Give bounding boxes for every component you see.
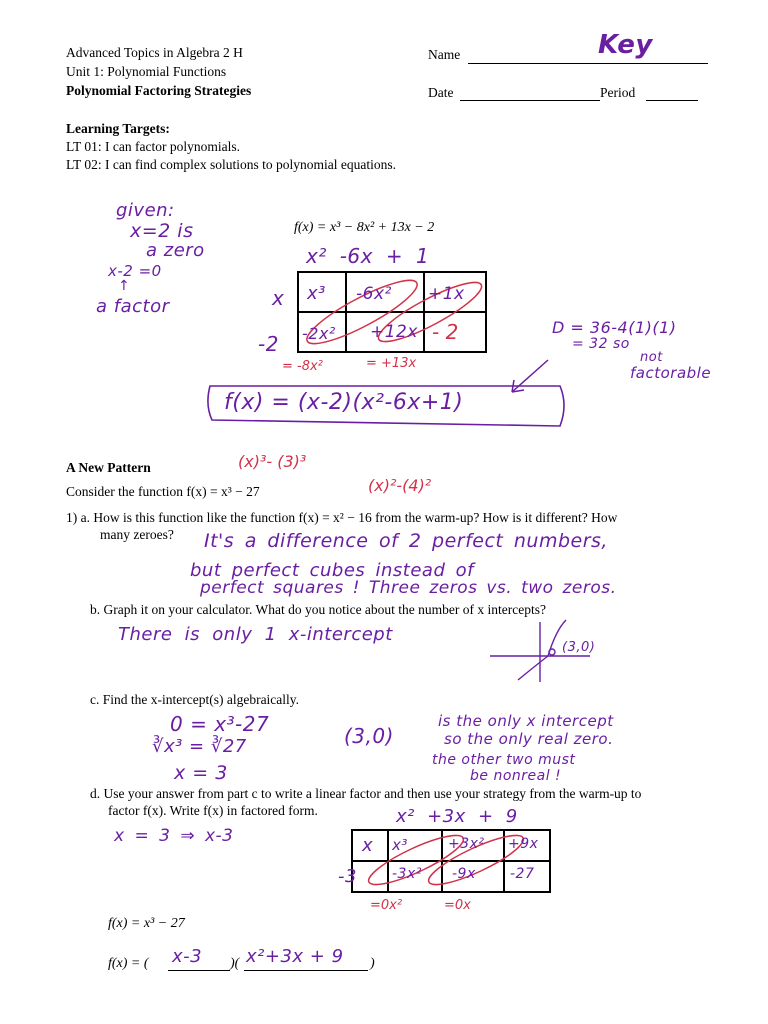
box1-left-bottom: -2 [258,332,279,356]
final-factor1: x-3 [172,946,203,967]
answer-1d: x = 3 ⇒ x-3 [114,826,234,846]
box2-left-bottom: -3 [338,866,357,887]
box1-sum-x: = +13x [366,356,417,371]
box2-cell-2: +3x² [448,836,485,852]
box1-cell-3: +1x [428,284,465,304]
date-label: Date [428,85,454,100]
discriminant-line4: factorable [630,364,712,382]
box1-top-terms: x² -6x + 1 [306,244,430,268]
final-form-close: ) [370,956,375,971]
note-factor: x-2 =0 [108,262,162,280]
name-value: Key [598,30,653,60]
graph-point-label: (3,0) [562,640,596,655]
answer-1c-line3: x = 3 [174,762,228,784]
question-1d: d. Use your answer from part c to write a linear factor and then use your strategy from the warm-up to [90,786,642,801]
answer-1c-note1: is the only x intercept [438,712,614,730]
answer-1c-point: (3,0) [344,724,394,748]
box1-cell-6: - 2 [432,320,459,344]
box2-cell-5: -9x [452,866,476,882]
box2-cell-1: x³ [392,836,408,854]
box2-cell-4: -3x² [392,866,422,882]
discriminant-line2: = 32 so [572,336,630,352]
name-label: Name [428,47,461,62]
box1-cell-5: +12x [370,322,418,342]
answer-1c-note3: the other two must [432,752,576,768]
box2-left-top: x [362,835,374,856]
question-1d-cont: factor f(x). Write f(x) in factored form. [108,803,318,818]
hand-squares: (x)²-(4)² [368,476,432,495]
answer-1a-line2: but perfect cubes instead of [190,560,474,581]
box1-cell-1: x³ [307,283,326,304]
note-arrow: ↑ [118,278,131,294]
question-1a: 1) a. How is this function like the function f(x) = x² − 16 from the warm-up? How is it different? How [66,510,618,525]
answer-1c-line2: ∛x³ = ∛27 [152,736,247,757]
final-function: f(x) = x³ − 27 [108,916,185,931]
unit-name: Unit 1: Polynomial Functions [66,64,227,79]
box2-top-terms: x² +3x + 9 [396,806,518,827]
answer-1c-line1: 0 = x³-27 [170,712,270,736]
pattern-heading: A New Pattern [66,460,151,475]
box1-cell-4: -2x² [302,324,336,343]
note-given: given: [116,200,175,221]
answer-1c-note4: be nonreal ! [470,768,562,784]
box1-sum-x2: = -8x² [282,359,323,374]
discriminant-line3: not [640,350,663,365]
answer-1a-line3: perfect squares ! Three zeros vs. two zeros. [200,578,617,598]
box2-sum-x: =0x [444,898,471,913]
box2-cell-6: -27 [510,866,535,882]
hand-cubes: (x)³- (3)³ [238,452,307,471]
target-lt02: LT 02: I can find complex solutions to polynomial equations. [66,157,396,172]
box1-left-top: x [272,286,285,310]
final-form-mid: )( [230,956,240,971]
box2-cell-3: +9x [508,836,539,852]
question-1c: c. Find the x-intercept(s) algebraically. [90,692,300,707]
factored-result: f(x) = (x-2)(x²-6x+1) [224,390,464,415]
final-form-open: f(x) = ( [108,956,149,971]
question-1a-cont: many zeroes? [100,527,174,542]
course-name: Advanced Topics in Algebra 2 H [66,45,243,60]
period-label: Period [600,85,636,100]
page-title: Polynomial Factoring Strategies [66,83,252,98]
note-zero: x=2 is [130,220,194,242]
target-lt01: LT 01: I can factor polynomials. [66,139,240,154]
pattern-consider: Consider the function f(x) = x³ − 27 [66,484,260,499]
box1-cell-2: -6x² [356,284,392,304]
box2-sum-x2: =0x² [370,898,403,913]
discriminant-line1: D = 36-4(1)(1) [552,318,677,337]
note-azero: a zero [146,240,205,261]
example-function: f(x) = x³ − 8x² + 13x − 2 [294,220,435,235]
question-1b: b. Graph it on your calculator. What do you notice about the number of x intercepts? [90,602,546,617]
answer-1b: There is only 1 x-intercept [118,624,393,645]
final-factor2: x²+3x + 9 [246,946,344,967]
note-afactor: a factor [96,296,170,317]
answer-1c-note2: so the only real zero. [444,730,614,748]
targets-heading: Learning Targets: [66,121,170,136]
answer-1a-line1: It's a difference of 2 perfect numbers, [204,530,608,552]
